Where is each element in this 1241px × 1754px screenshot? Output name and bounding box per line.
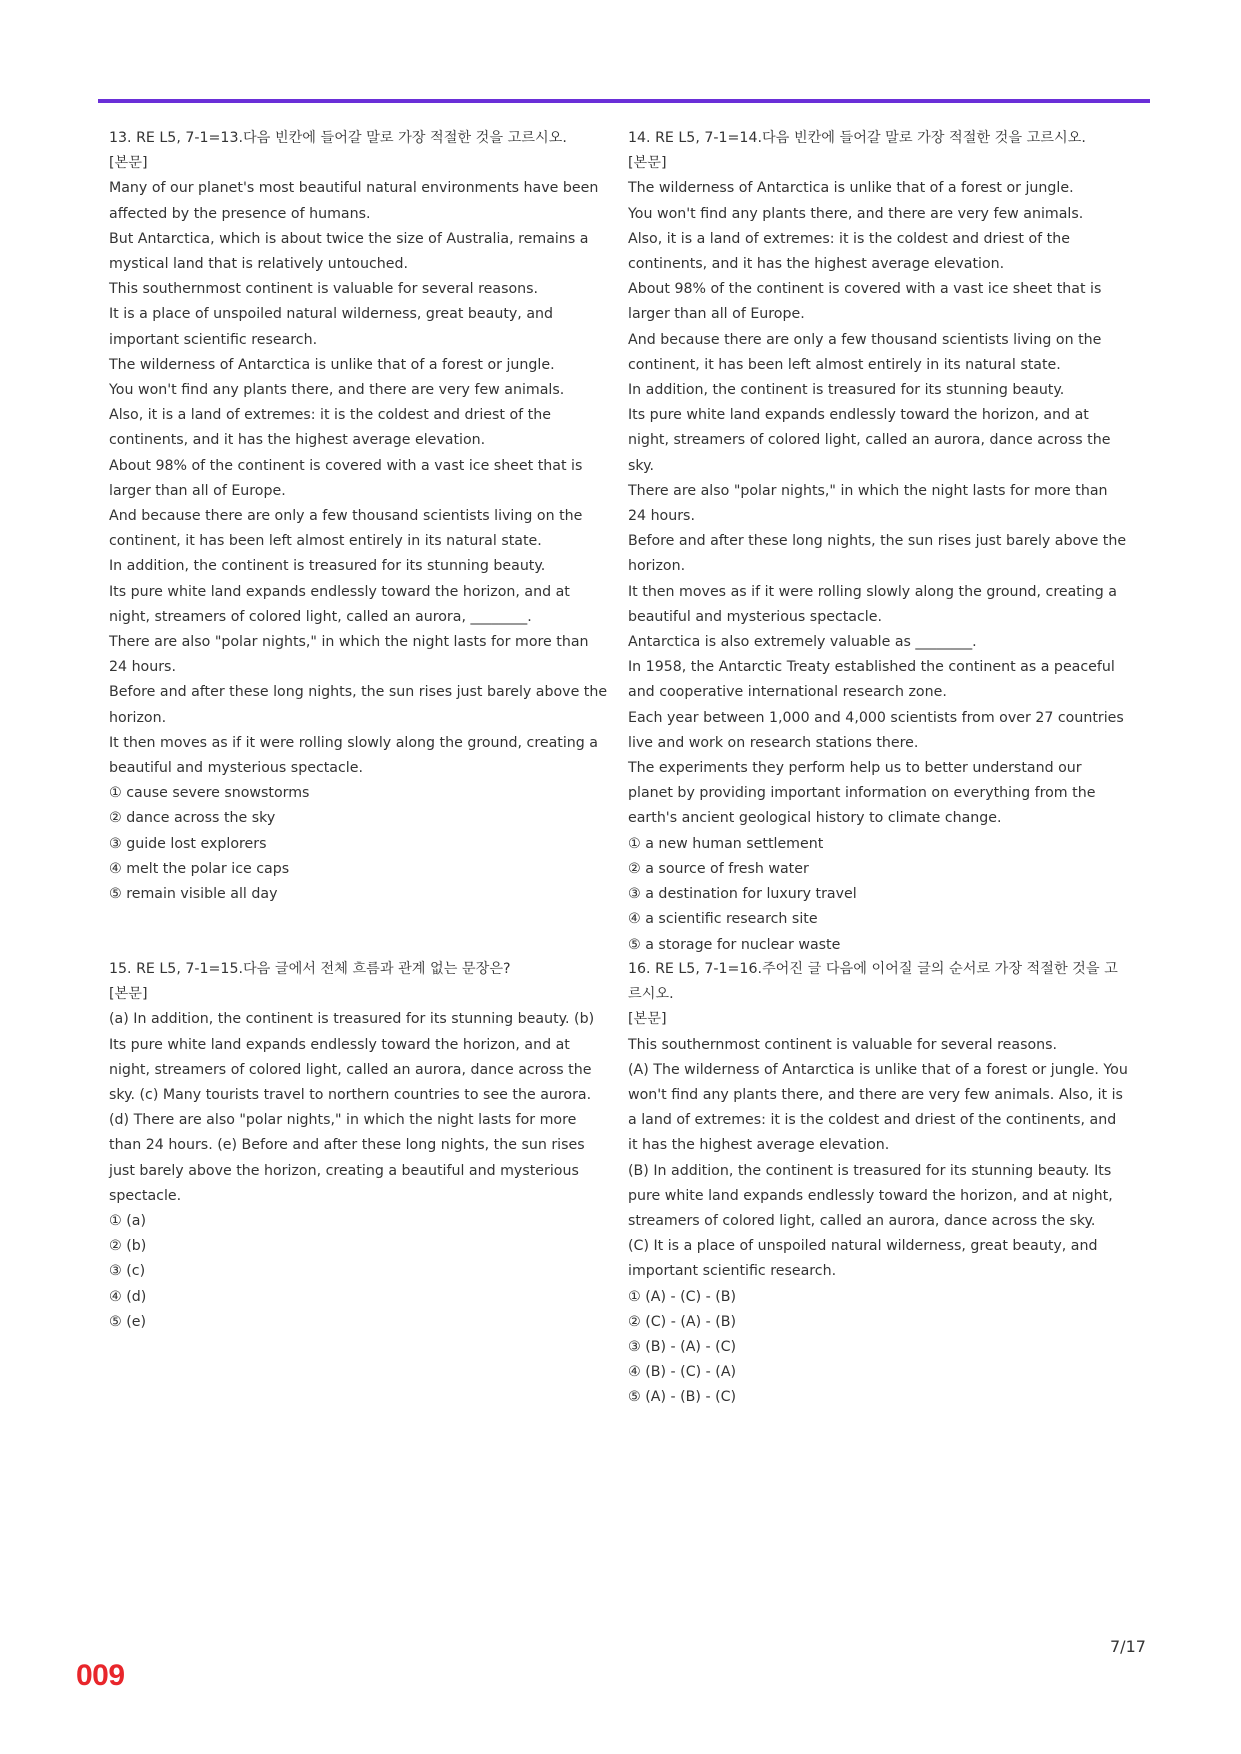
passage-label: [본문] <box>628 155 667 172</box>
passage-line: And because there are only a few thousand scientists living on the continent, it has been left almost entirely in its natural state. <box>109 508 583 550</box>
question-14 <box>628 126 1128 958</box>
question-header: 14. RE L5, 7-1=14.다음 빈칸에 들어갈 말로 가장 적절한 것을 고르시오. <box>628 130 1086 146</box>
passage-line: It then moves as if it were rolling slowly along the ground, creating a beautiful and mysterious spectacle. <box>109 734 598 777</box>
question-header: 13. RE L5, 7-1=13.다음 빈칸에 들어갈 말로 가장 적절한 것을 고르시오. <box>109 130 567 146</box>
passage-label: [본문] <box>109 155 148 172</box>
passage-line: About 98% of the continent is covered with a vast ice sheet that is larger than all of Europe. <box>109 457 583 499</box>
passage-line: (C) It is a place of unspoiled natural wilderness, great beauty, and important scientific research. <box>628 1238 1098 1280</box>
passage-line: It is a place of unspoiled natural wilderness, great beauty, and important scientific research. <box>109 306 554 348</box>
passage-line: You won't find any plants there, and there are very few animals. <box>628 205 1084 222</box>
answer-choice-2: ② dance across the sky <box>109 810 276 827</box>
passage-line: You won't find any plants there, and there are very few animals. <box>109 382 565 399</box>
passage-line: About 98% of the continent is covered with a vast ice sheet that is larger than all of Europe. <box>628 281 1102 323</box>
passage-body <box>109 1007 609 1209</box>
question-header: 15. RE L5, 7-1=15.다음 글에서 전체 흐름과 관계 없는 문장은? <box>109 961 511 977</box>
answer-choice-2: ② (C) - (A) - (B) <box>628 1313 737 1330</box>
top-divider <box>98 99 1150 103</box>
answer-choice-5: ⑤ remain visible all day <box>109 886 278 903</box>
passage-line: And because there are only a few thousand scientists living on the continent, it has been left almost entirely in its natural state. <box>628 331 1102 373</box>
passage-line: (B) In addition, the continent is treasured for its stunning beauty. Its pure white land expands endlessly toward the horizon, and at night, streamers of colored light, called an aurora, dance across the sky. <box>628 1162 1113 1230</box>
passage-line: (a) In addition, the continent is treasured for its stunning beauty. (b) Its pure white land expands endlessly toward the horizon, and at night, streamers of colored light, called an aurora, dance across the sky. (c) Many tourists travel to northern countries to see the aurora. (d) There are also "polar nights," in which the night lasts for more than 24 hours. (e) Before and after these long nights, the sun rises just barely above the horizon, creating a beautiful and mysterious spectacle. <box>109 1011 595 1204</box>
passage-line: In addition, the continent is treasured for its stunning beauty. <box>109 558 546 575</box>
passage-line: Its pure white land expands endlessly toward the horizon, and at night, streamers of colored light, called an aurora, ________. <box>109 583 570 625</box>
answer-choice-4: ④ (B) - (C) - (A) <box>628 1364 737 1381</box>
answer-choice-3: ③ a destination for luxury travel <box>628 886 857 903</box>
question-16 <box>628 957 1128 1411</box>
passage-line: It then moves as if it were rolling slowly along the ground, creating a beautiful and mysterious spectacle. <box>628 583 1117 625</box>
answer-choice-5: ⑤ a storage for nuclear waste <box>628 936 841 953</box>
passage-line: Each year between 1,000 and 4,000 scientists from over 27 countries live and work on research stations there. <box>628 709 1124 751</box>
passage-line: Antarctica is also extremely valuable as ________. <box>628 634 977 651</box>
passage-line: This southernmost continent is valuable for several reasons. <box>109 281 539 298</box>
answer-choice-4: ④ melt the polar ice caps <box>109 860 290 877</box>
page-number: 7/17 <box>1110 1637 1146 1656</box>
passage-line: The experiments they perform help us to better understand our planet by providing important information on everything from the earth's ancient geological history to climate change. <box>628 760 1096 827</box>
passage-line: But Antarctica, which is about twice the size of Australia, remains a mystical land that is relatively untouched. <box>109 230 589 273</box>
passage-line: Also, it is a land of extremes: it is the coldest and driest of the continents, and it has the highest average elevation. <box>628 230 1070 273</box>
answer-choices <box>628 832 1128 958</box>
answer-choice-2: ② (b) <box>109 1238 147 1255</box>
passage-label: [본문] <box>628 1011 667 1028</box>
answer-choices <box>109 1209 609 1335</box>
passage-line: (A) The wilderness of Antarctica is unlike that of a forest or jungle. You won't find any plants there, and there are very few animals. Also, it is a land of extremes: it is the coldest and driest of the continents, and it has the highest average elevation. <box>628 1061 1128 1154</box>
passage-line: In addition, the continent is treasured for its stunning beauty. <box>628 382 1065 399</box>
question-15 <box>109 957 609 1335</box>
answer-choice-4: ④ (d) <box>109 1288 147 1305</box>
passage-line: There are also "polar nights," in which the night lasts for more than 24 hours. <box>628 482 1108 525</box>
passage-line: Its pure white land expands endlessly toward the horizon, and at night, streamers of colored light, called an aurora, dance across the sky. <box>628 407 1111 474</box>
answer-choice-5: ⑤ (A) - (B) - (C) <box>628 1389 737 1406</box>
answer-choice-1: ① (A) - (C) - (B) <box>628 1288 737 1305</box>
answer-choices <box>628 1285 1128 1411</box>
answer-choice-1: ① a new human settlement <box>628 835 824 852</box>
passage-body <box>628 1033 1128 1285</box>
passage-body <box>109 176 609 781</box>
question-13 <box>109 126 609 907</box>
answer-choice-3: ③ guide lost explorers <box>109 835 267 852</box>
page-code: 009 <box>76 1659 125 1692</box>
passage-line: Before and after these long nights, the sun rises just barely above the horizon. <box>109 684 608 726</box>
answer-choice-1: ① (a) <box>109 1213 146 1230</box>
answer-choice-1: ① cause severe snowstorms <box>109 785 310 802</box>
passage-line: In 1958, the Antarctic Treaty established the continent as a peaceful and cooperative international research zone. <box>628 659 1115 701</box>
answer-choice-4: ④ a scientific research site <box>628 911 818 928</box>
passage-body <box>628 176 1128 831</box>
passage-line: This southernmost continent is valuable for several reasons. <box>628 1036 1058 1053</box>
answer-choice-3: ③ (c) <box>109 1263 146 1280</box>
passage-line: The wilderness of Antarctica is unlike that of a forest or jungle. <box>628 180 1074 197</box>
passage-line: There are also "polar nights," in which the night lasts for more than 24 hours. <box>109 634 589 676</box>
answer-choice-3: ③ (B) - (A) - (C) <box>628 1339 737 1356</box>
passage-line: Also, it is a land of extremes: it is the coldest and driest of the continents, and it has the highest average elevation. <box>109 407 551 449</box>
question-header: 16. RE L5, 7-1=16.주어진 글 다음에 이어질 글의 순서로 가장 적절한 것을 고르시오. <box>628 961 1118 1003</box>
passage-line: Many of our planet's most beautiful natural environments have been affected by the presence of humans. <box>109 180 599 222</box>
answer-choice-2: ② a source of fresh water <box>628 860 809 877</box>
passage-label: [본문] <box>109 986 148 1003</box>
answer-choices <box>109 781 609 907</box>
answer-choice-5: ⑤ (e) <box>109 1313 147 1330</box>
passage-line: The wilderness of Antarctica is unlike that of a forest or jungle. <box>109 356 555 373</box>
passage-line: Before and after these long nights, the sun rises just barely above the horizon. <box>628 533 1127 575</box>
